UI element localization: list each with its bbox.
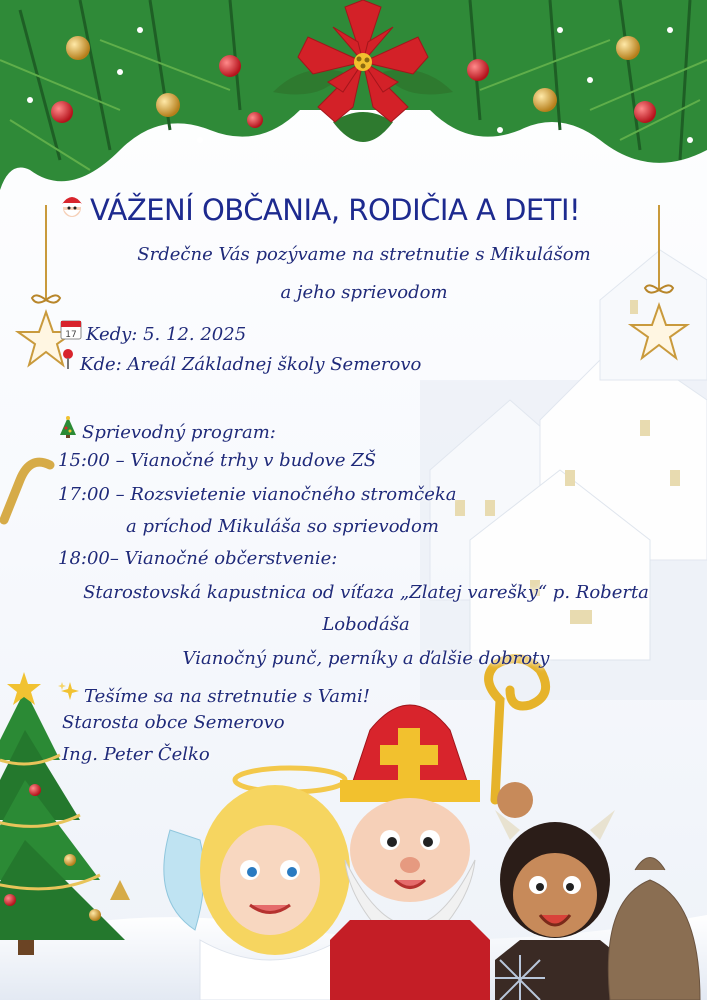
closing-greeting-text: Tešíme sa na stretnutie s Vami! (84, 686, 371, 707)
program-item-1: 15:00 – Vianočné trhy v budove ZŠ (58, 450, 377, 471)
program-item-2-line-1: 17:00 – Rozsvietenie vianočného stromčeka (58, 484, 457, 505)
event-when (60, 318, 246, 345)
pin-icon (60, 348, 76, 375)
program-item-3-detail-3: Vianočný punč, perníky a ďalšie dobroty (182, 648, 550, 669)
signature-line-2: Ing. Peter Čelko (62, 744, 210, 765)
invite-line-2: a jeho sprievodom (280, 282, 448, 303)
event-where-text: Kde: Areál Základnej školy Semerovo (80, 354, 422, 375)
poster-title (58, 192, 580, 227)
program-heading-text: Sprievodný program: (82, 422, 276, 443)
saint-nicholas-character (330, 705, 490, 1000)
invite-line-1: Srdečne Vás pozývame na stretnutie s Mikulášom (137, 244, 591, 265)
closing-greeting (58, 680, 370, 707)
santa-icon (58, 192, 86, 227)
sparkles-icon (58, 680, 80, 707)
event-where (60, 348, 421, 375)
event-when-text: Kedy: 5. 12. 2025 (86, 324, 247, 345)
devil-character (495, 782, 625, 1000)
sack (608, 858, 700, 1000)
title-text: VÁŽENÍ OBČANIA, RODIČIA A DETI! (90, 193, 581, 227)
svg-text:17: 17 (65, 330, 77, 340)
signature-line-1: Starosta obce Semerovo (62, 712, 285, 733)
program-item-3: 18:00– Vianočné občerstvenie: (58, 548, 338, 569)
calendar-icon (60, 318, 82, 345)
christmas-tree-icon (58, 416, 78, 443)
program-item-3-detail-2: Lobodáša (322, 614, 410, 635)
program-heading (58, 416, 276, 443)
program-item-2-line-2: a príchod Mikuláša so sprievodom (126, 516, 439, 537)
candy-cane (4, 462, 50, 520)
program-item-3-detail-1: Starostovská kapustnica od víťaza „Zlatej varešky“ p. Roberta (83, 582, 649, 603)
